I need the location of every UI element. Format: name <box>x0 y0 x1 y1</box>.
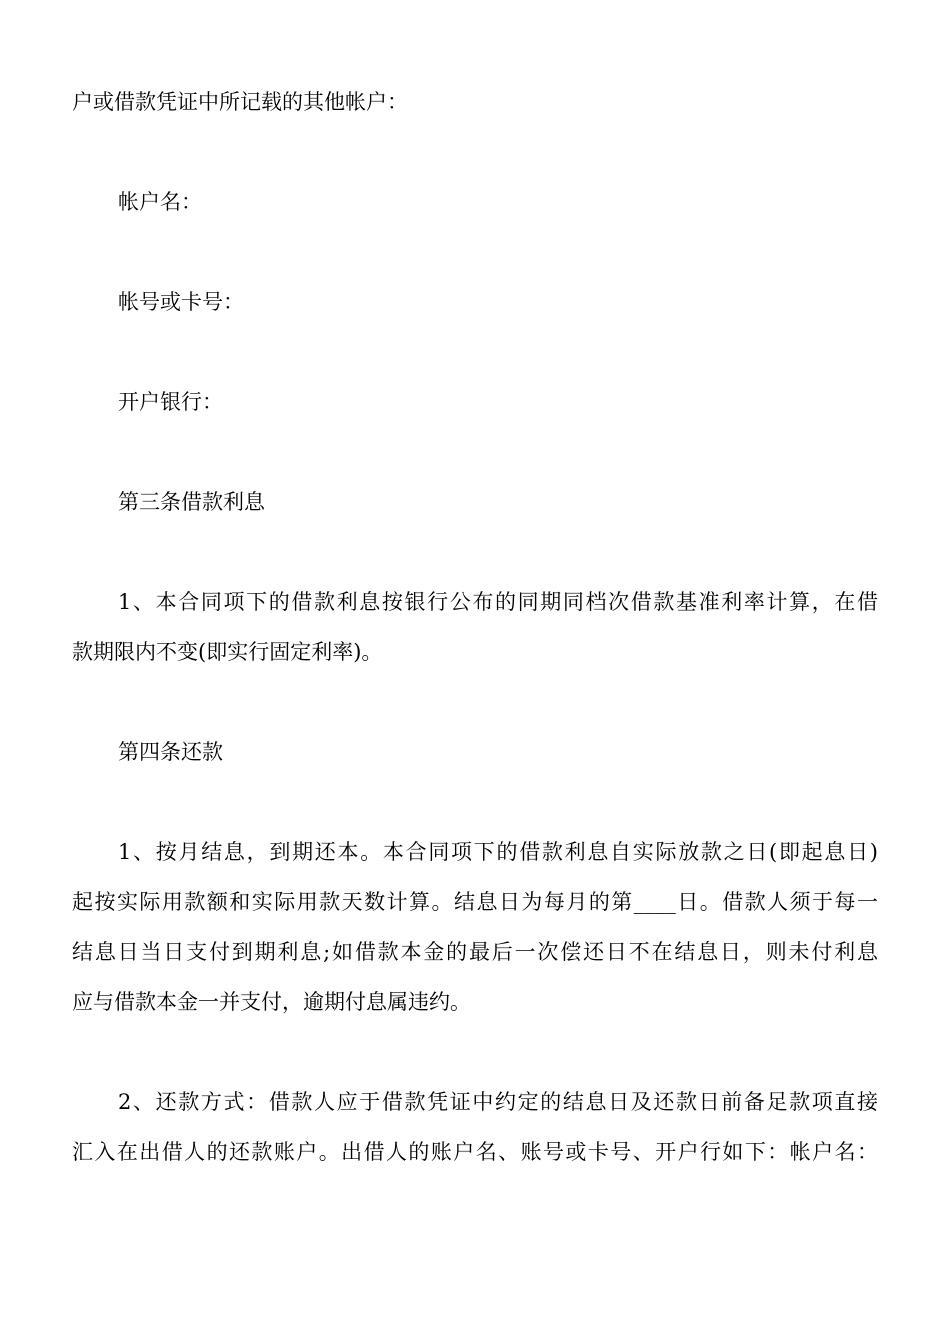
account-name-label: 帐户名： <box>118 190 202 214</box>
article-three-heading: 第三条借款利息 <box>118 490 265 514</box>
repayment-clause-1-line-1: 1、按月结息，到期还本。本合同项下的借款利息自实际放款之日(即起息日) <box>118 840 878 864</box>
repayment-clause-2-line-2: 汇入在出借人的还款账户。出借人的账户名、账号或卡号、开户行如下：帐户名： <box>72 1140 878 1164</box>
repayment-clause-2-line-1: 2、还款方式：借款人应于借款凭证中约定的结息日及还款日前备足款项直接 <box>118 1090 878 1114</box>
repayment-clause-1-line-4: 应与借款本金一并支付，逾期付息属违约。 <box>72 990 471 1014</box>
interest-clause-line-2: 款期限内不变(即实行固定利率)。 <box>72 640 383 664</box>
article-four-heading: 第四条还款 <box>118 740 223 764</box>
interest-clause-line-1: 1、本合同项下的借款利息按银行公布的同期同档次借款基准利率计算，在借 <box>118 590 878 614</box>
account-number-label: 帐号或卡号： <box>118 290 244 314</box>
bank-label: 开户银行： <box>118 390 223 414</box>
repayment-clause-1-line-2: 起按实际用款额和实际用款天数计算。结息日为每月的第____日。借款人须于每一 <box>72 890 878 914</box>
account-continuation-line: 户或借款凭证中所记载的其他帐户： <box>72 90 408 114</box>
repayment-clause-1-line-3: 结息日当日支付到期利息;如借款本金的最后一次偿还日不在结息日，则未付利息 <box>72 940 878 964</box>
